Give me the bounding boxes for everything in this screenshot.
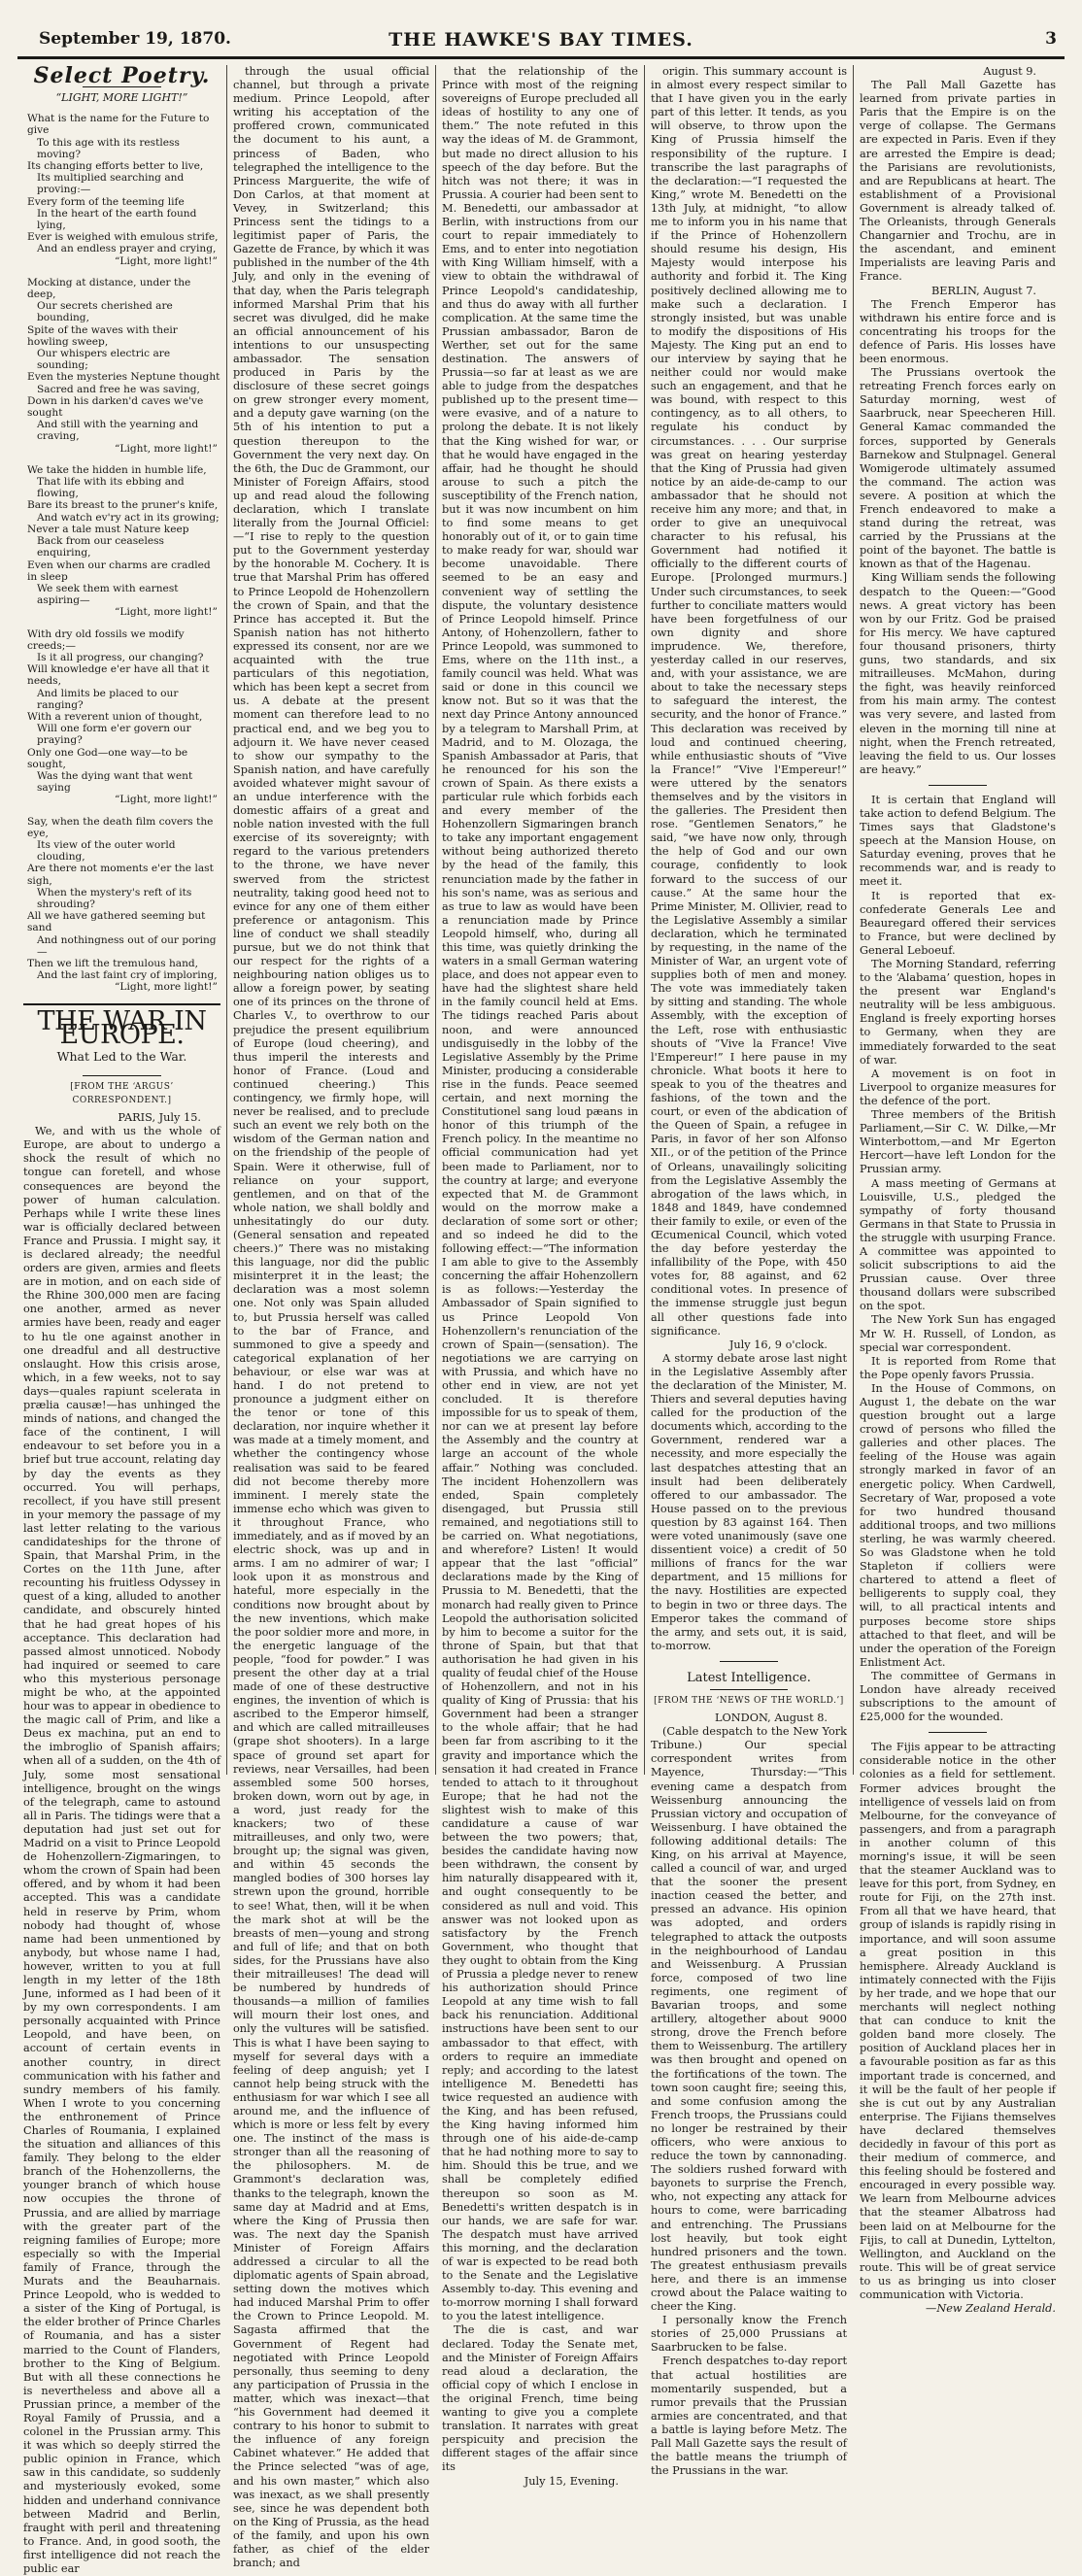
war-heading: THE WAR IN EUROPE. xyxy=(23,1003,220,1042)
masthead-rule xyxy=(17,56,1065,59)
poem-line: Is it all progress, our changing? xyxy=(37,651,204,663)
article-body xyxy=(651,65,847,1339)
poem-line: And the last faint cry of imploring, xyxy=(37,969,218,982)
paragraph: A movement is on foot in Liverpool to organize measures for the defence of the port. xyxy=(860,1067,1056,1107)
paragraph: that the relationship of the Prince with most of the reigning sovereigns of Europe precluded all ideas of hostility to any one of them.” The note refuted in this way the ideas of M. de Grammont, but made no direct allusion to his speech of the day before. But the hitch was not there; it was in Prussia. A courier had been sent to M. Benedetti, our ambassador at Berlin, with instructions from our court to repair immediately to Ems, and to enter into negotiation with King William himself, with a view to obtain the withdrawal of Prince Leopold's candidateship, and thus do away with all further complication. At the same time the Prussian ambassador, Baron de Werther, set out for the same destination. The answers of Prussia—so far at least as we are able to judge from the despatches published up to the present time—were evasive, and of a nature to prolong the debate. It is not likely that the King wished for war, or that he would have engaged in the affair, had he thought he should arouse to such a pitch the susceptibility of the French nation, but it was now incumbent on him to find some means to get honorably out of it, or to gain time to make ready for war, should war become unavoidable. There seemed to be an easy and convenient way of settling the dispute, the voluntary desistence of Prince Leopold himself. Prince Antony, of Hohenzollern, father to Prince Leopold, was summoned to Ems, where on the 11th inst., a family council was held. What was said or done in this council we know not. But so it was that the next day Prince Antony announced by a telegram to Marshall Prim, at Madrid, and to M. Olozaga, the Spanish Ambassador at Paris, that he renounced for his son the crown of Spain. As there exists a particular rule which forbids each and every member of the Hohenzollern Sigmaringen branch to take any important engagement without being authorized thereto by the head of the family, this renunciation made by the father in his son's name, was as serious and as true to law as would have been a renunciation made by Prince Leopold himself, who, during all this time, was quietly drinking the waters in a small German watering place, and does not appear even to have had the slightest share held in the family council held at Ems. The tidings reached Paris about noon, and were announced undisguisedly in the lobby of the Legislative Assembly by the Prime Minister, producing a considerable rise in the funds. Peace seemed certain, and next morning the Constitutionel sang loud pæans in honor of this triumph of the French policy. In the meantime no official communication had yet been made to Parliament, nor to the country at large; and everyone expected that M. de Grammont would on the morrow make a declaration of some sort or other; and so indeed he did to the following effect:—“The information I am able to give to the Assembly concerning the affair Hohenzollern is as follows:—Yesterday the Ambassador of Spain signified to us Prince Leopold Von Hohenzollern's renunciation of the crown of Spain—(sensation). The negotiations we are carrying on with Prussia, and which have no other end in view, are not yet concluded. It is therefore impossible for us to speak of them, nor can we at present lay before the Assembly and the country at large an account of the whole affair.” Nothing was concluded. The incident Hohenzollern was ended, Spain completely disengaged, but Prussia still remained, and negotiations still to be carried on. What negotiations, and wherefore? Listen! It would appear that the last “official” declarations made by the King of Prussia to M. Benedetti, that the monarch had really given to Prince Leopold the authorisation solicited by him to become a suitor for the throne of Spain, but that that authorisation he had given in his quality of feudal chief of the House of Hohenzollern, and not in his quality of King of Prussia: that his Government had been a stranger to the whole affair; that he had been far from ascribing to it the gravity and importance which the sensation it had created in France tended to attach to it throughout Europe; that he had not the slightest wish to make of this candidature a cause of war between the two powers; that, besides the candidate having now been withdrawn, the consent by him naturally disappeared with it, and ought consequently to be considered as null and void. This answer was not looked upon as satisfactory by the French Government, who thought that they ought to obtain from the King of Prussia a pledge never to renew his authorization should Prince Leopold at any time wish to fall back his renunciation. Additional instructions have been sent to our ambassador to that effect, with orders to require an immediate reply; and according to the latest intelligence M. Benedetti has twice requested an audience with the King, and has been refused, the King having informed him through one of his aide-de-camp that he had nothing more to say to him. Should this be true, and we shall be completely edified thereupon so soon as M. Benedetti's written despatch is in our hands, we are safe for war. The despatch must have arrived this morning, and the declaration of war is expected to be read both to the Senate and the Legislative Assembly to-day. This evening and to-morrow morning I shall forward to you the latest intelligence. xyxy=(442,65,638,2323)
paragraph: In the House of Commons, on August 1, the debate on the war question brought out a large crowd of persons who filled the galleries and other places. The feeling of the House was again strongly marked in favor of an energetic policy. When Cardwell, Secretary of War, proposed a vote for two hundred thousand additional troops, and two millions sterling, he was warmly cheered. So was Gladstone when he told Stapleton if colliers were chartered to attend a fleet of belligerents to supply coal, they will, to all practical intents and purposes become store ships attached to that fleet, and will be under the operation of the Foreign Enlistment Act. xyxy=(860,1381,1056,1669)
poem-line: And nothingness out of our poring— xyxy=(37,933,217,958)
poem-line: And limits be placed to our ranging? xyxy=(37,687,179,711)
poem xyxy=(23,113,220,993)
poem-line: “Light, more light!” xyxy=(115,794,218,806)
source-credit: —New Zealand Herald. xyxy=(926,2302,1056,2316)
poem-line: When the mystery's reft of its shrouding? xyxy=(37,886,192,910)
fiji-paragraph: The Fijis appear to be attracting considerable notice in the other colonies as a field for settlement. Former advices brought the intelligence of vessels laid on from Melbourne, for the conveyance of passengers, and from a paragraph in another column of this morning's issue, it will be seen that the steamer Auckland was to leave for this port, from Sydney, en route for Fiji, on the 27th inst. From all that we have heard, that group of islands is rapidly rising in importance, and will soon assume a great position in this hemisphere. Already Auckland is intimately connected with the Fijis by her trade, and we hope that our merchants will neglect nothing that can conduce to knit the golden band more closely. The position of Auckland places her in a favourable position as far as this important trade is concerned, and it will be the fault of her people if she is cut out by any Australian enterprise. The Fijians themselves have declared themselves decidedly in favour of this port as their medium of commerce, and this feeling should be fostered and encouraged in every possible way. We learn from Melbourne advices that the steamer Albatross had been laid on at Melbourne for the Fijis, to call at Dunedin, Lyttelton, Wellington, and Auckland on the route. This will be of great service to us as bringing us into closer communication with Victoria. xyxy=(860,1741,1056,2301)
poem-line: “Light, more light!” xyxy=(115,442,218,455)
paragraph: Three members of the British Parliament,—Sir C. W. Dilke,—Mr Winterbottom,—and Mr Egerton Hercort—have left London for the Prussian army. xyxy=(860,1108,1056,1176)
article-body xyxy=(442,65,638,2475)
article-body xyxy=(860,79,1056,284)
divider xyxy=(929,1732,988,1733)
column-1 xyxy=(17,63,226,2576)
divider xyxy=(83,1075,161,1076)
article-body xyxy=(233,65,429,2570)
column-3 xyxy=(435,65,644,2488)
article-body xyxy=(860,794,1056,1724)
masthead xyxy=(17,29,1065,52)
article-body xyxy=(860,298,1056,777)
poem-line: And still with the yearning and craving, xyxy=(37,419,199,443)
poem-line: Its multiplied searching and proving:— xyxy=(37,172,185,196)
paragraph: The die is cast, and war declared. Today the Senate met, and the Minister of Foreign Affairs read aloud a declaration, the official copy of which I enclose in the original French, time being wanting to give you a complete translation. It narrates with great perspicuity and precision the different stages of the affair since its xyxy=(442,2323,638,2474)
poem-line: Mocking at distance, under the deep, xyxy=(27,276,191,301)
poem-line: And an endless prayer and crying, xyxy=(37,243,217,255)
poem-line: Our secrets cherished are bounding, xyxy=(37,300,173,324)
paragraph: We, and with us the whole of Europe, are about to undergo a shock the result of which no tongue can foretell, and whose consequences are beyond the power of human calculation. Perhaps while I write these lines war is officially declared between France and Prussia. I might say, it is declared already; the needful orders are given, armies and fleets are in motion, and on each side of the Rhine 300,000 men are facing one another, armed as never armies have been, ready and eager to hu tle one against another in one dreadful and all destructive onslaught. How this crisis arose, which, in a few weeks, not to say days—quales rapiunt scelerata in prælia causæ!—has unhinged the minds of nations, and changed the face of the continent, I will endeavour to set before you in a brief but true account, relating day by day the events as they occurred. You will perhaps, recollect, if you have still present in your memory the passage of my last letter relating to the various candidateships for the throne of Spain, that Marshal Prim, in the Cortes on the 11th June, after recounting his fruitless Odyssey in quest of a king, alluded to another candidate, and obscurely hinted that he had great hopes of his acceptance. This declaration had passed almost unnoticed. Nobody had inquired or seemed to care who this mysterious personage might be who, at the appointed hour was to appear in obedience to the magic call of Prim, and like a Deus ex machina, put an end to the imbroglio of Spanish affairs; when all of a sudden, on the 4th of July, some most sensational intelligence, brought on the wings of the telegraph, came to astound all in Paris. The tidings were that a deputation had just set out for Madrid on a visit to Prince Leopold de Hohenzollern-Zigmaringen, to whom the crown of Spain had been offered, and by whom it had been accepted. This was a candidate held in reserve by Prim, whom nobody had thought of, whose name had been unmentioned by anybody, but whose name I had, however, written to you at full length in my letter of the 18th June, informed as I had been of it by my own correspondents. I am personally acquainted with Prince Leopold, and have been, on account of certain events in another country, in direct communication with his father and sundry members of his family. When I wrote to you concerning the enthronement of Prince Charles of Roumania, I explained the situation and alliances of this family. They belong to the elder branch of the Hohenzollerns, the younger branch of which house now occupies the throne of Prussia, and are allied by marriage with the greater part of the reigning families of Europe; more especially so with the Imperial family of France, through the Murats and the Beauharnais. Prince Leopold, who is wedded to a sister of the King of Portugal, is the elder brother of Prince Charles of Roumania, and has a sister married to the Count of Flanders, brother to the King of Belgium. But with all these connections he is nevertheless and above all a Prussian prince, a member of the Royal Family of Prussia, and a colonel in the Prussian army. This it was which so deeply stirred the public opinion in France, which saw in this candidate, so suddenly and mysteriously evoked, some hidden and underhand connivance between Madrid and Berlin, fraught with peril and threatening to France. And, in good sooth, the first intelligence did not reach the public ear xyxy=(23,1125,220,2576)
poem-line: We take the hidden in humble life, xyxy=(27,463,207,476)
poem-line: Ever is weighed with emulous strife, xyxy=(27,231,219,244)
poem-line: Are there not moments e'er the last sigh, xyxy=(27,863,214,887)
poem-line: And watch ev'ry act in its growing; xyxy=(37,511,220,524)
poem-line: Will one form e'er govern our praying? xyxy=(37,723,191,747)
divider xyxy=(710,1689,789,1690)
poem-line: Spite of the waves with their howling sweep, xyxy=(27,323,178,348)
war-subheading: What Led to the War. xyxy=(56,1048,187,1064)
paragraph: through the usual official channel, but through a private medium. Prince Leopold, after writing his acceptation of the proffered crown, communicated the document to his aunt, a princess of Baden, who telegraphed the intelligence to the Princess Marguerite, the wife of Don Carlos, at that moment at Vevey, in Switzerland; this Princess sent the tidings to a legitimist paper of Paris, the Gazette de France, by which it was published in the number of the 4th July, and only in the evening of that day, when the Paris telegraph informed Marshal Prim that his secret was divulged, did he make an official announcement of his intentions to our unsuspecting ambassador. The sensation produced in Paris by the disclosure of these secret goings on grew stronger every moment, and a deputy gave warning (on the 5th of his intention to put a question thereupon to the Government the very next day. On the 6th, the Duc de Grammont, our Minister of Foreign Affairs, stood up and read aloud the following declaration, which I translate literally from the Journal Officiel:—“I rise to reply to the question put to the Government yesterday by the honorable M. Cochery. It is true that Marshal Prim has offered to Prince Leopold de Hohenzollern the crown of Spain, and that the Prince has accepted it. But the Spanish nation has not hitherto expressed its consent, nor are we acquainted with the true particulars of this negotiation, which has been kept a secret from us. A debate at the present moment can therefore lead to no practical end, and we beg you to adjourn it. We have never ceased to show our sympathy to the Spanish nation, and have carefully avoided whatever might savour of an undue interference with the domestic affairs of a great and noble nation invested with the full exercise of its sovereignty; with regard to the various pretenders to the throne, we have never swerved from the strictest neutrality, taking good heed not to evince for any one of them either preference or antagonism. This line of conduct we shall steadily pursue, but we do not think that our respect for the rights of a neighbouring nation obliges us to allow a foreign power, by seating one of its princes on the throne of Charles V., to overthrow to our prejudice the present equilibrium of Europe (loud cheering), and thus imperil the interests and honor of France. (Loud and continued cheering.) This contingency, we firmly hope, will never be realised, and to preclude such an event we rely both on the wisdom of the German nation and on the friendship of the people of Spain. Were it otherwise, full of reliance on your support, gentlemen, and on that of the whole nation, we shall boldly and unhesitatingly do our duty. (General sensation and repeated cheers.)” There was no mistaking this language, nor did the public misinterpret it in the least; the declaration was a most solemn one. Not only was Spain alluded to, but Prussia herself was called to the bar of France, and summoned to give a speedy and categorical explanation of her behaviour, or else war was at hand. I do not pretend to pronounce a judgment either on the tenor or tone of this declaration, nor inquire whether it was made at a timely moment, and whether the contingency whose realisation was said to be feared did not become thereby more imminent. I merely state the immense echo which was given to it throughout France, who immediately, and as if moved by an electric shock, was up and in arms. I am no admirer of war; I look upon it as monstrous and hateful, more especially in the conditions now brought about by the new inventions, which make the poor soldier more and more, in the energetic language of the people, “food for powder.” I was present the other day at a trial made of one of these destructive engines, the invention of which is ascribed to the Emperor himself, and which are called mitrailleuses (grape shot shooters). In a large space of ground set apart for reviews, near Versailles, had been assembled some 500 horses, broken down, worn out by age, in a word, just ready for the knackers; two of these mitrailleuses, and only two, were brought up; the signal was given, and within 45 seconds the mangled bodies of 300 horses lay strewn upon the ground, horrible to see! What, then, will it be when the mark shot at will be the breasts of men—young and strong and full of life; and that on both sides, for the Prussians have also their mitrailleuses! The dead will be numbered by hundreds of thousands—a million of families will mourn their lost ones, and only the vultures will be satisfied. This is what I have been saying to myself for several days with a feeling of deep anguish; yet I cannot help being struck with the enthusiasm for war which I see all around me, and the influence of which is more or less felt by every one. The instinct of the mass is stronger than all the reasoning of the philosophers. M. de Grammont's declaration was, thanks to the telegraph, known the same day at Madrid and at Ems, where the King of Prussia then was. The next day the Spanish Minister of Foreign Affairs addressed a circular to all the diplomatic agents of Spain abroad, setting down the motives which had induced Marshal Prim to offer the Crown to Prince Leopold. M. Sagasta affirmed that the Government of Regent had negotiated with Prince Leopold personally, thus seeming to deny any participation of Prussia in the matter, which was inexact—that “his Government had deemed it contrary to his honor to submit to the influence of any foreign Cabinet whatever.” He added that the Prince selected “was of age, and his own master,” which also was inexact, as we shall presently see, since he was dependent both on the King of Prussia, as the head of the family, and upon his own father, as chief of the elder branch; and xyxy=(233,65,429,2570)
paragraph: It is certain that England will take action to defend Belgium. The Times says that Gladstone's speech at the Mansion House, on Saturday evening, proves that he recommends war, and is ready to meet it. xyxy=(860,793,1056,889)
dateline: LONDON, August 8. xyxy=(715,1712,828,1725)
poem-title: “LIGHT, MORE LIGHT!” xyxy=(55,91,188,105)
article-body xyxy=(651,1352,847,1653)
paragraph: It is reported from Rome that the Pope openly favors Prussia. xyxy=(860,1354,1056,1381)
poem-line: All we have gathered seeming but sand xyxy=(27,910,206,934)
poem-line: Only one God—one way—to be sought, xyxy=(27,746,188,770)
poem-line: Its changing efforts better to live, xyxy=(27,160,204,172)
columns xyxy=(17,63,1065,2576)
poem-stanza xyxy=(27,816,220,994)
latest-heading: Latest Intelligence. xyxy=(687,1670,811,1685)
paragraph: King William sends the following despatch to the Queen:—“Good news. A great victory has been won by our Fritz. God be praised for His mercy. We have captured four thousand prisoners, thirty guns, two standards, and six mitrailleuses. McMahon, during the fight, was heavily reinforced from his main army. The contest was very severe, and lasted from eleven in the morning till nine at night, when the French retreated, leaving the field to us. Our losses are heavy.” xyxy=(860,571,1056,776)
paragraph: The Prussians overtook the retreating French forces early on Saturday morning, west of Saarbruck, near Speecheren Hill. General Kamac commanded the forces, supported by Generals Barnekow and Stulpnagel. General Womigerode ultimately assumed the command. The action was severe. A position at which the French endeavored to make a stand during the retreat, was carried by the Prussians at the point of the bayonet. The battle is known as that of the Hagenau. xyxy=(860,366,1056,571)
poem-line: Down in his darken'd caves we've sought xyxy=(27,394,204,420)
divider xyxy=(720,1661,779,1662)
dateline: August 9. xyxy=(983,65,1036,78)
poem-line: Sacred and free he was saving, xyxy=(37,383,200,395)
paragraph: A stormy debate arose last night in the Legislative Assembly after the declaration of the Minister, M. Thiers and several deputies having called for the production of the documents which, according to the Government, rendered war a necessity, and more especially the last despatches attesting that an insult had been deliberately offered to our ambassador. The House passed on to the previous question by 83 against 164. Then were voted unanimously (save one dissentient voice) a credit of 50 millions of francs for the war department, and 15 millions for the navy. Hostilities are expected to begin in two or three days. The Emperor takes the command of the army, and sets out, it is said, to-morrow. xyxy=(651,1351,847,1652)
source-line: [FROM THE ‘ARGUS’ CORRESPONDENT.] xyxy=(70,1081,174,1105)
poem-line: With dry old fossils we modify creeds;— xyxy=(27,627,185,652)
poem-line: “Light, more light!” xyxy=(115,981,218,994)
paragraph: It is reported that ex-confederate Generals Lee and Beauregard offered their services to France, but were declined by General Leboeuf. xyxy=(860,889,1056,957)
paragraph: A mass meeting of Germans at Louisville, U.S., pledged the sympathy of forty thousand Germans in that State to Prussia in the struggle with usurping France. A committee was appointed to solicit subscriptions to aid the Prussian cause. Over three thousand dollars were subscribed on the spot. xyxy=(860,1176,1056,1313)
column-4 xyxy=(644,65,853,2478)
poem-stanza xyxy=(27,628,220,806)
poem-line: Say, when the death film covers the eye, xyxy=(27,815,214,839)
poem-line: “Light, more light!” xyxy=(115,606,218,619)
paragraph: The French Emperor has withdrawn his entire force and is concentrating his troops for the defence of Paris. His losses have been enormous. xyxy=(860,297,1056,365)
paragraph: origin. This summary account is in almost every respect similar to that I have given you in the early part of this letter. It tends, as you will observe, to throw upon the King of Prussia himself the responsibility of the rupture. I transcribe the last paragraphs of the declaration:—“I requested the King,” wrote M. Benedetti on the 13th July, at midnight, “to allow me to inform you in his name that if the Prince of Hohenzollern should resume his design, His Majesty would interpose his authority and forbid it. The King positively declined allowing me to make such a declaration. I strongly insisted, but was unable to modify the dispositions of His Majesty. The King put an end to our interview by saying that he neither could nor would make such an engagement, and that he was bound, with respect to this contingency, as to all others, to regulate his conduct by circumstances. . . . Our surprise was great on hearing yesterday that the King of Prussia had given notice by an aide-de-camp to our ambassador that he should not receive him any more; and that, in order to give an unequivocal character to his refusal, his Government had notified it officially to the different courts of Europe. [Prolonged murmurs.] Under such circumstances, to seek further to conciliate matters would have been forgetfulness of our own dignity and shore imprudence. We, therefore, yesterday called in our reserves, and, with your assistance, we are about to take the necessary steps to safeguard the interest, the security, and the honor of France.” This declaration was received by loud and continued cheering, while enthusiastic shouts of “Vive la France!” “Vive l'Empereur!” were uttered by the senators themselves and by the visitors in the galleries. The President then rose. “Gentlemen Senators,” he said, “we have now only, through the help of God and our own courage, confidently to look forward to the success of our cause.” At the same hour the Prime Minister, M. Ollivier, read to the Legislative Assembly a similar declaration, which he terminated by requesting, in the name of the Minister of War, an urgent vote of supplies both of men and money. The vote was immediately taken by sitting and standing. The whole Assembly, with the exception of the Left, rose with enthusiastic shouts of “Vive la France! Vive l'Empereur!” I here pause in my chronicle. What boots it here to speak to you of the theatres and fashions, of the town and the court, or even of the abdication of the Queen of Spain, a refugee in Paris, in favor of her son Alfonso XII., or of the petition of the Prince of Orleans, unavailingly soliciting from the Legislative Assembly the abrogation of the laws which, in 1848 and 1849, have condemned their family to exile, or even of the Œcumenical Council, which voted the day before yesterday the infallibility of the Pope, with 450 votes for, 88 against, and 62 conditional votes. In presence of the immense struggle just begun all other questions fade into significance. xyxy=(651,65,847,1338)
dateline: July 15, Evening. xyxy=(524,2474,619,2488)
poem-line: Our whispers electric are sounding; xyxy=(37,348,171,372)
poem-stanza xyxy=(27,277,220,455)
poem-line: Never a tale must Nature keep xyxy=(27,523,189,535)
poem-line: To this age with its restless moving? xyxy=(37,136,180,160)
poem-line: Then we lift the tremulous hand, xyxy=(27,958,199,969)
paragraph: The Morning Standard, referring to the ‘Alabama’ question, hopes in the present war England's neutrality will be less ambiguous. England is freely exporting horses to Germany, when they are immediately forwarded to the seat of war. xyxy=(860,958,1056,1067)
poem-line: Bare its breast to the pruner's knife, xyxy=(27,499,219,512)
poem-line: What is the name for the Future to give xyxy=(27,113,210,137)
paragraph: The Pall Mall Gazette has learned from private parties in Paris that the Empire is on the verge of collapse. The Germans are expected in Paris. Even if they are arrested the Empire is dead; the Parisians are revolutionists, and are Republicans at heart. The establishment of a Provisional Government is already talked of. The Orleanists, through Generals Changarnier and Trochu, are in the ascendant, and eminent Imperialists are leaving Paris and France. xyxy=(860,79,1056,284)
poem-line: With a reverent union of thought, xyxy=(27,710,203,723)
poetry-heading: Select Poetry. xyxy=(33,63,211,88)
paragraph: French despatches to-day report that actual hostilities are momentarily suspended, but a rumor prevails that the Prussian armies are concentrated, and that a battle is laying before Metz. The Pall Mall Gazette says the result of the battle means the triumph of the Prussians in the war. xyxy=(651,2355,847,2478)
poem-line: Was the dying want that went saying xyxy=(37,769,193,795)
dateline: PARIS, July 15. xyxy=(118,1111,201,1125)
poem-stanza xyxy=(27,113,220,267)
paragraph: The New York Sun has engaged Mr W. H. Russell, of London, as special war correspondent. xyxy=(860,1313,1056,1354)
poem-line: “Light, more light!” xyxy=(115,254,218,267)
poem-line: Will knowledge e'er have all that it needs, xyxy=(27,663,210,688)
source-line: [FROM THE ‘NEWS OF THE WORLD.’] xyxy=(654,1695,844,1706)
poem-line: Even when our charms are cradled in sleep xyxy=(27,559,211,583)
article-body xyxy=(651,1725,847,2478)
poem-line: That life with its ebbing and flowing, xyxy=(37,476,185,500)
page-number: 3 xyxy=(1045,29,1057,49)
poem-line: In the heart of the earth found lying, xyxy=(37,207,197,232)
dateline: July 16, 9 o'clock. xyxy=(728,1338,828,1351)
divider xyxy=(929,785,988,786)
article-body xyxy=(23,1125,220,2576)
paragraph: The committee of Germans in London have already received subscriptions to the amount of £25,000 for the wounded. xyxy=(860,1669,1056,1724)
issue-date: September 19, 1870. xyxy=(39,29,231,49)
paragraph: (Cable despatch to the New York Tribune.) Our special correspondent writes from Mayence, Thursday:—“This evening came a despatch from Weissenburg announcing the Prussian victory and occupation of Weissenburg. I have obtained the following additional details: The King, on his arrival at Mayence, called a council of war, and urged that the sooner the present inaction ceased the better, and pressed an advance. His opinion was adopted, and orders telegraphed to attack the outposts in the neighbourhood of Landau and Weissenburg. A Prussian force, composed of two line regiments, one regiment of Bavarian troops, and some artillery, altogether about 9000 strong, drove the French before them to Weissenburg. The artillery was then brought and opened on the fortifications of the town. The town soon caught fire; seeing this, and some confusion among the French troops, the Prussians could no longer be restrained by their officers, who were anxious to reduce the town by cannonading. The soldiers rushed forward with bayonets to surprise the French, who, not expecting any attack for hours to come, were barricading and entrenching. The Prussians lost heavily, but took eight hundred prisoners and the town. The greatest enthusiasm prevails here, and there is an immense crowd about the Palace waiting to cheer the King. xyxy=(651,1725,847,2314)
poem-line: We seek them with earnest aspiring— xyxy=(37,582,179,607)
column-5 xyxy=(853,65,1062,2316)
dateline: BERLIN, August 7. xyxy=(930,284,1036,297)
poem-line: Even the mysteries Neptune thought xyxy=(27,371,220,384)
poem-line: Back from our ceaseless enquiring, xyxy=(37,535,164,559)
column-2 xyxy=(226,65,435,2570)
poem-line: Its view of the outer world clouding, xyxy=(37,838,176,864)
paragraph: I personally know the French stories of 25,000 Prussians at Saarbrucken to be false. xyxy=(651,2314,847,2355)
poem-line: Every form of the teeming life xyxy=(27,195,185,208)
poem-stanza xyxy=(27,464,220,619)
newspaper-title: THE HAWKE'S BAY TIMES. xyxy=(389,29,693,51)
